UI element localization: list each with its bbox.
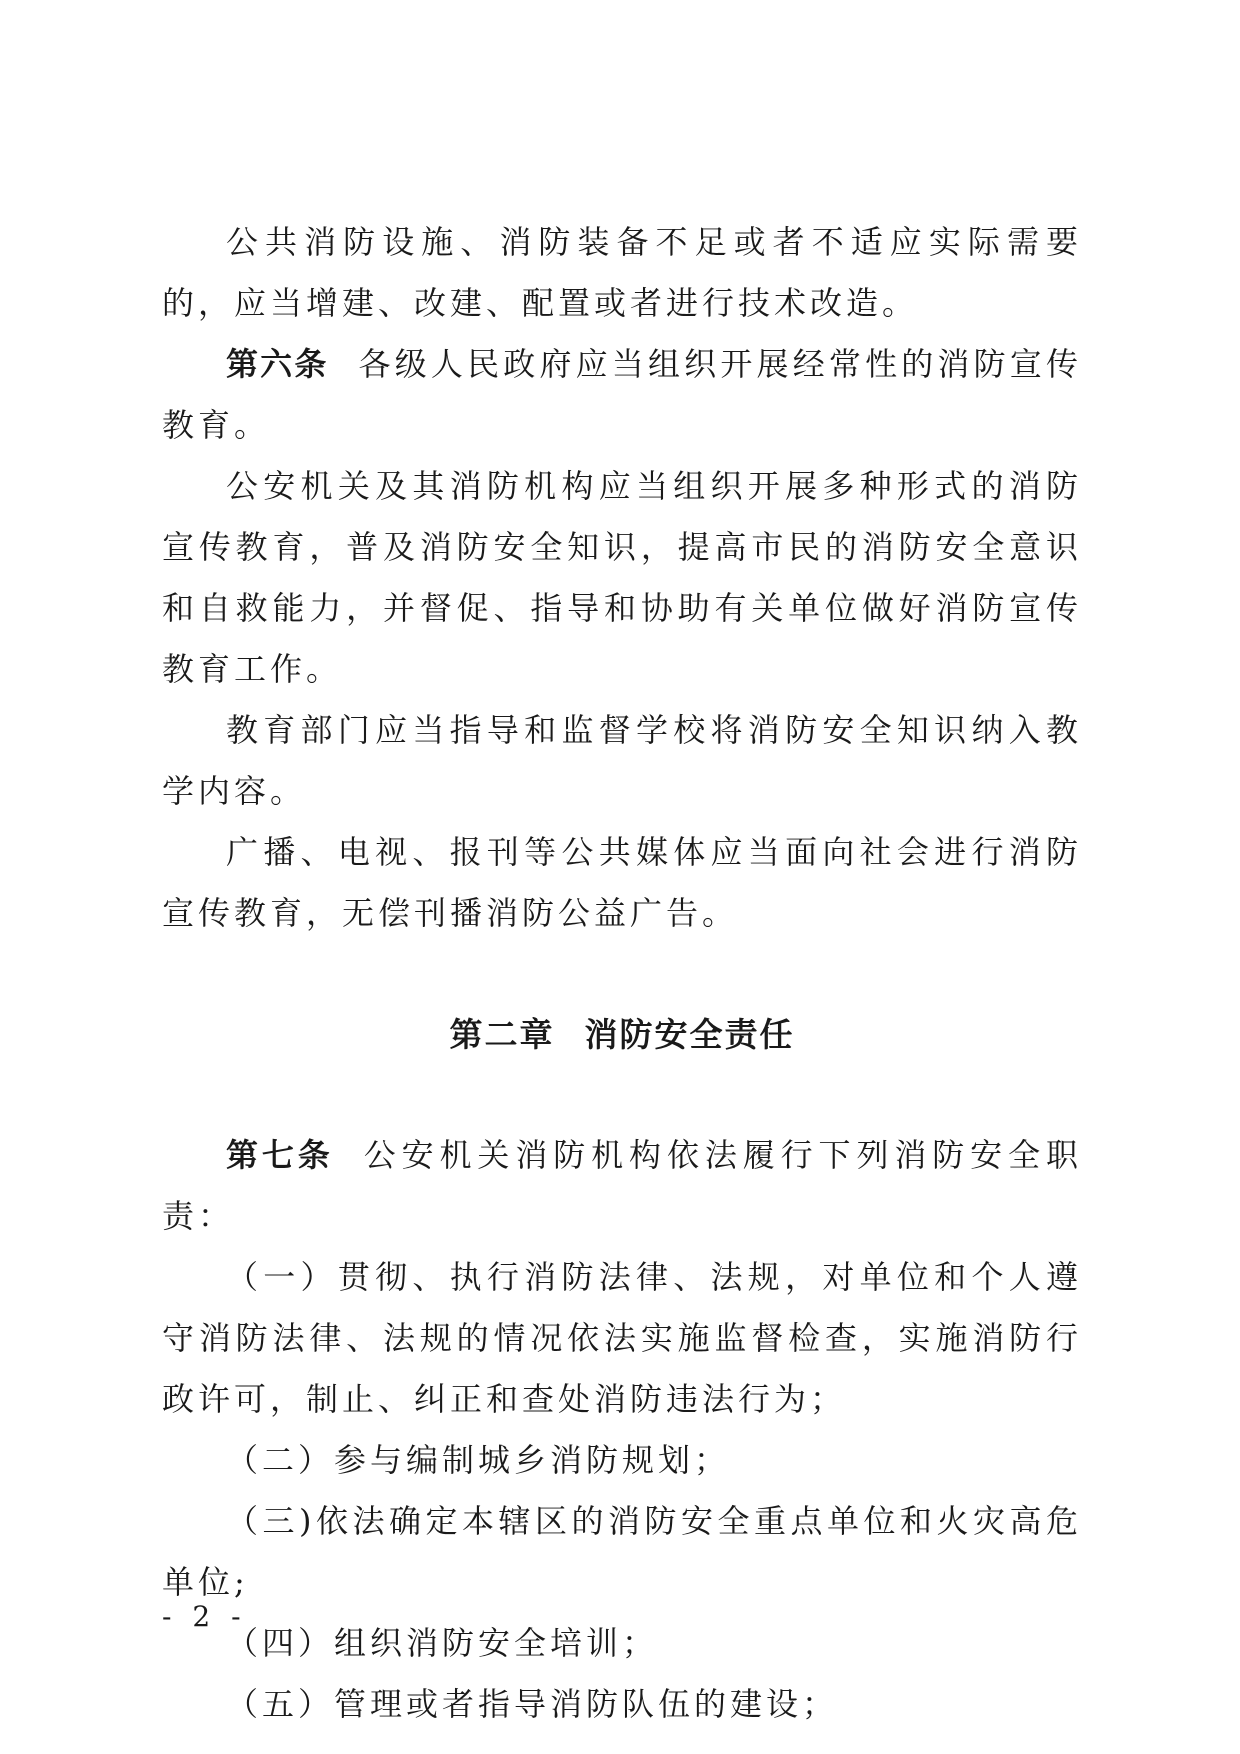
article-paragraph (162, 334, 1082, 456)
article-number: 第六条 (226, 345, 329, 383)
list-item: （三)依法确定本辖区的消防安全重点单位和火灾高危单位; (162, 1502, 1082, 1601)
article-number: 第七条 (226, 1136, 334, 1174)
article-text: 公安机关消防机构依法履行下列消防安全职责： (162, 1136, 1082, 1235)
list-item: （四）组织消防安全培训； (226, 1624, 659, 1662)
paragraph: 公共消防设施、消防装备不足或者不适应实际需要的，应当增建、改建、配置或者进行技术改造。 (162, 223, 1082, 322)
page-number: - 2 - (162, 1600, 247, 1633)
article-paragraph (162, 1125, 1082, 1247)
document-body (162, 212, 1082, 1735)
chapter-number: 第二章 (449, 1015, 555, 1054)
list-item: （二）参与编制城乡消防规划； (226, 1441, 731, 1479)
chapter-title: 消防安全责任 (584, 1015, 795, 1054)
list-item: （一）贯彻、执行消防法律、法规，对单位和个人遵守消防法律、法规的情况依法实施监督检查，实施消防行政许可，制止、纠正和查处消防违法行为； (162, 1258, 1082, 1418)
chapter-heading (162, 1004, 1082, 1065)
article-text: 各级人民政府应当组织开展经常性的消防宣传教育。 (162, 345, 1082, 444)
paragraph: 公安机关及其消防机构应当组织开展多种形式的消防宣传教育，普及消防安全知识，提高市民的消防安全意识和自救能力，并督促、指导和协助有关单位做好消防宣传教育工作。 (162, 467, 1082, 688)
paragraph: 广播、电视、报刊等公共媒体应当面向社会进行消防宣传教育，无偿刊播消防公益广告。 (162, 833, 1082, 932)
list-item: （五）管理或者指导消防队伍的建设； (226, 1685, 839, 1723)
paragraph: 教育部门应当指导和监督学校将消防安全知识纳入教学内容。 (162, 711, 1082, 810)
